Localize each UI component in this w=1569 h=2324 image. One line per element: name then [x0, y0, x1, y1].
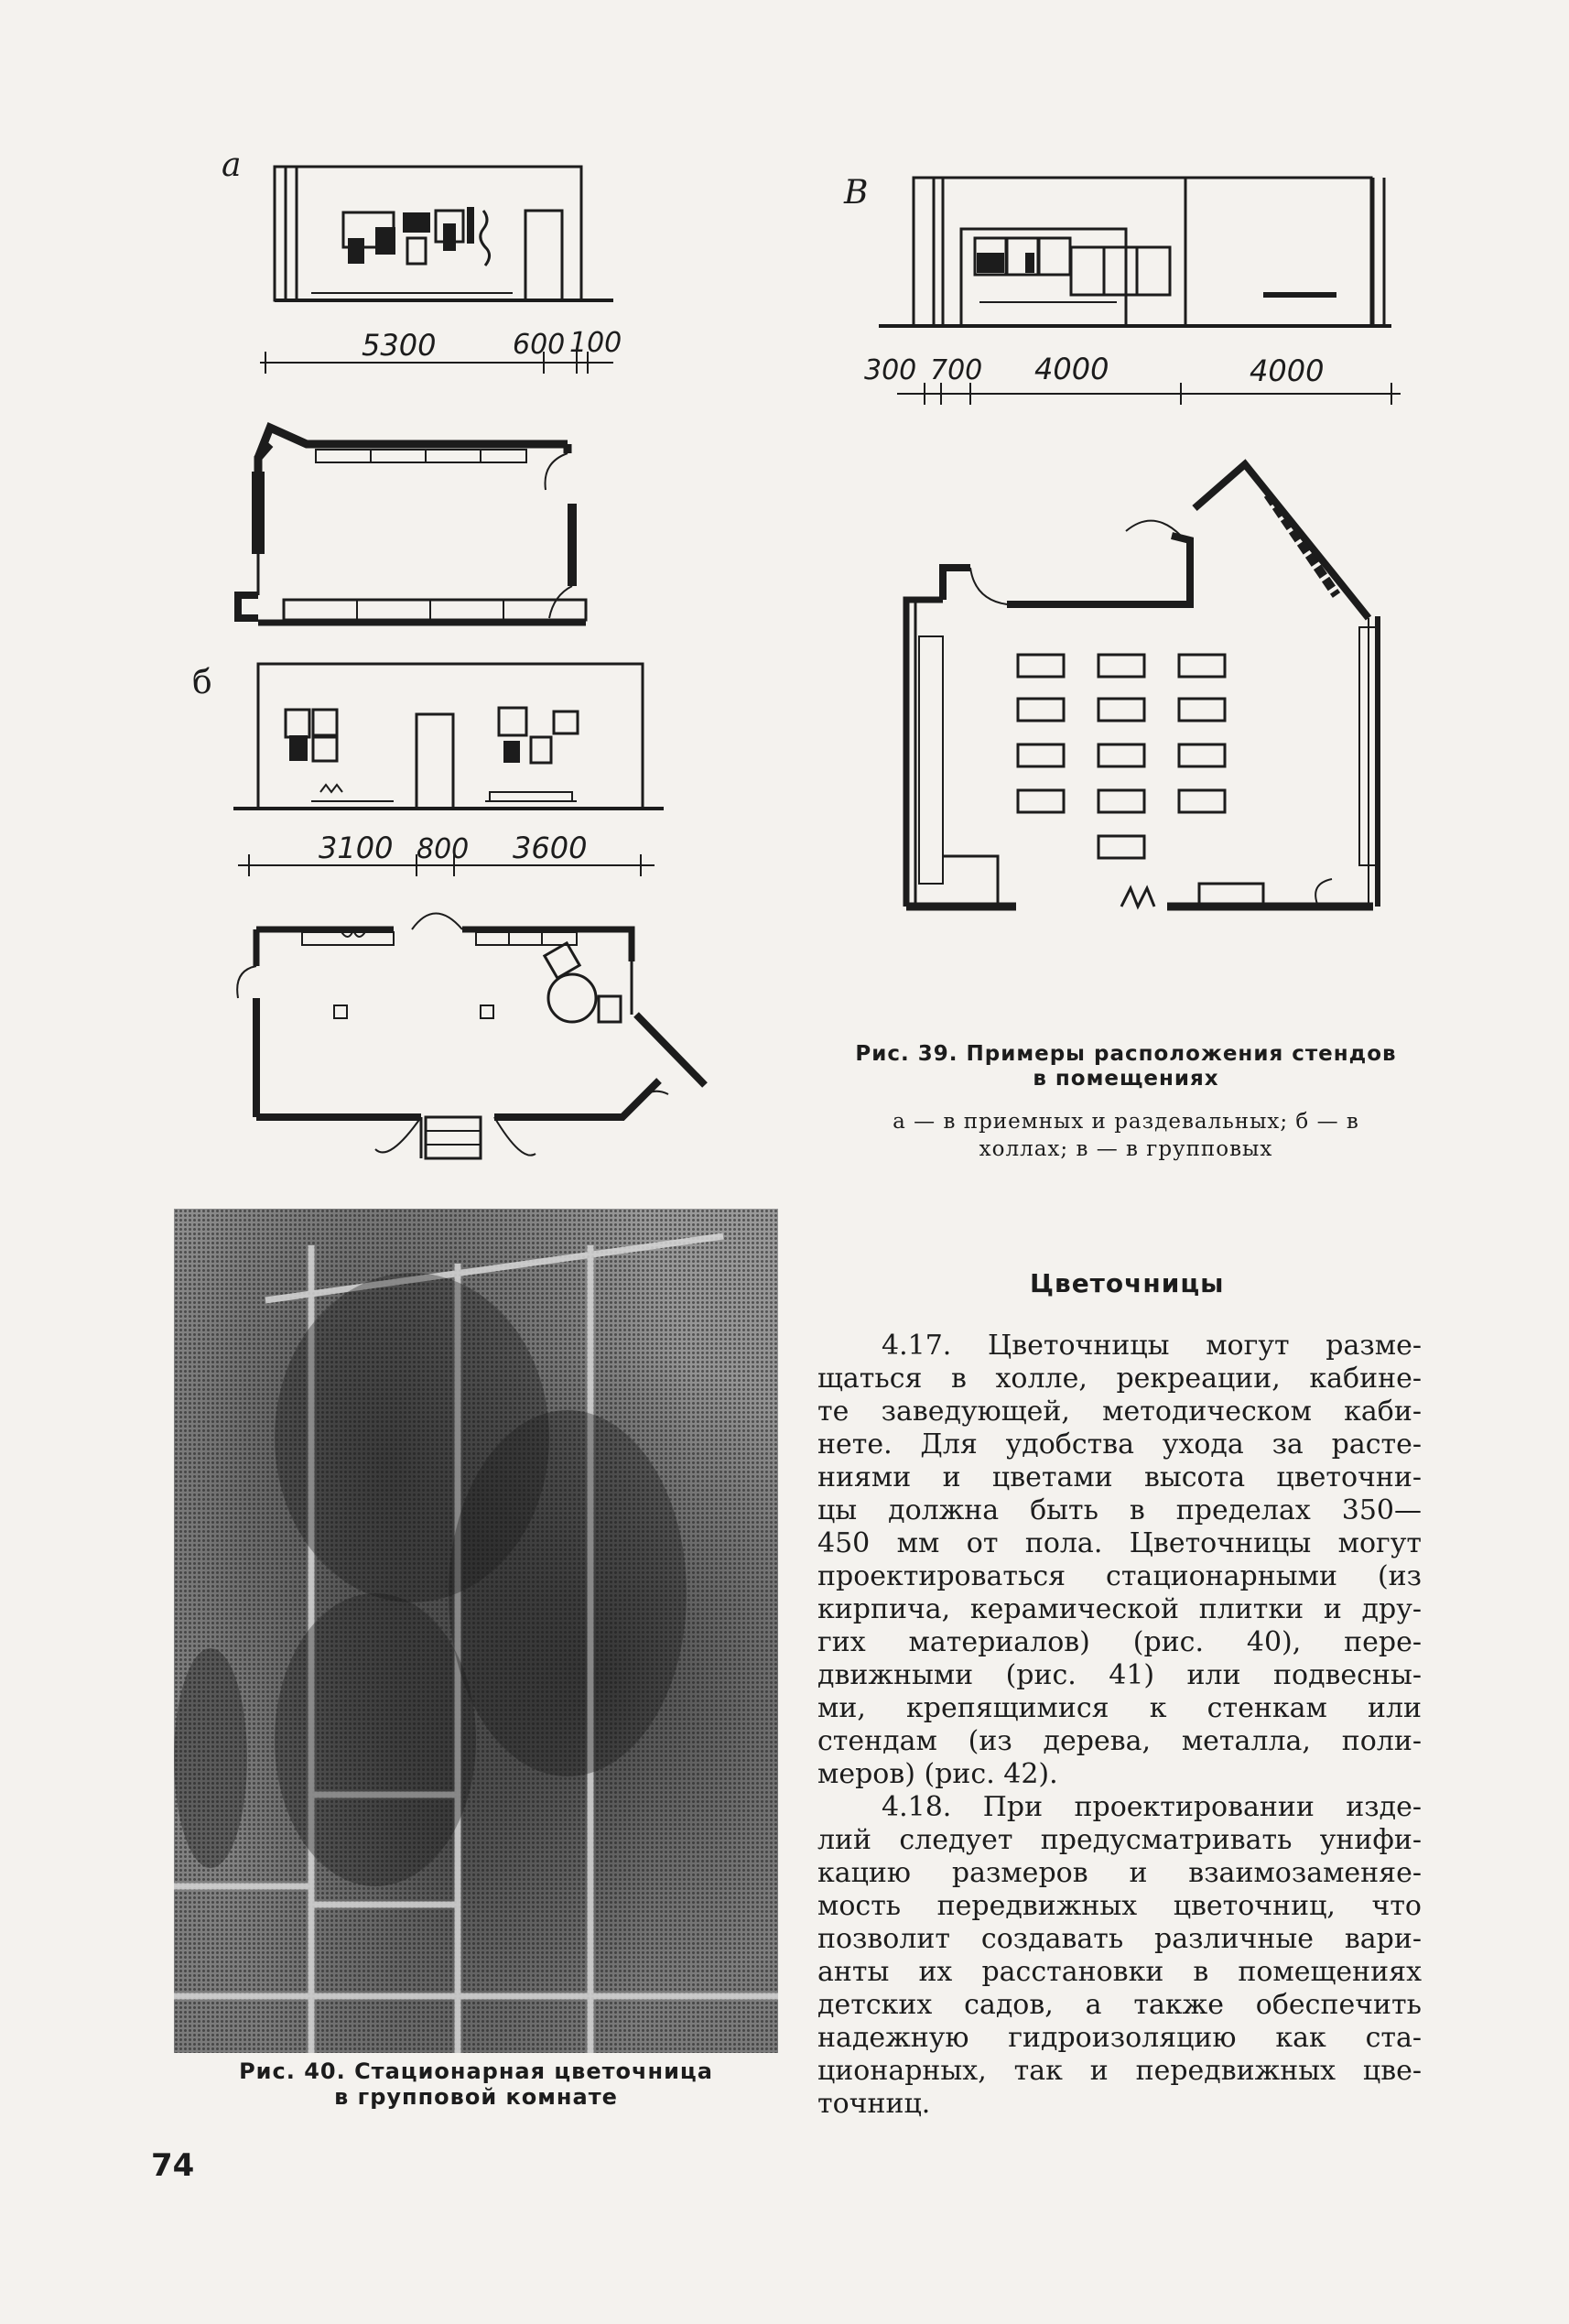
text-line: нете. Для удобства ухода за расте-	[817, 1428, 1422, 1461]
text-line: меров) (рис. 42).	[817, 1758, 1058, 1790]
text-line: 4.17. Цветочницы могут разме-	[882, 1330, 1422, 1362]
text-line: лий следует предусматривать унифи-	[817, 1824, 1422, 1856]
figure-39-caption	[806, 1042, 1446, 1091]
text-line: ниями и цветами высота цветочни-	[817, 1461, 1422, 1493]
text-line: мость передвижных цветочниц, что	[817, 1890, 1422, 1922]
figure-39v-plan	[879, 453, 1428, 929]
dimension-700: 700	[930, 354, 983, 386]
text-line: надежную гидроизоляцию как ста-	[817, 2022, 1422, 2054]
figure-39-legend-line2: холлах; в — в групповых	[979, 1137, 1273, 1161]
dimension-4000-right: 4000	[1250, 353, 1325, 388]
text-line: позволит создавать различные вари-	[817, 1923, 1422, 1955]
text-line: детских садов, а также обеспечить	[817, 1989, 1422, 2021]
text-line: 4.18. При проектировании изде-	[882, 1791, 1422, 1823]
text-line: 450 мм от пола. Цветочницы могут	[817, 1527, 1422, 1559]
figure-39a-elevation	[220, 147, 677, 385]
diagram-label-v: В	[844, 174, 869, 212]
diagram-label-b: б	[192, 664, 212, 701]
text-line: те заведующей, методическом каби-	[817, 1395, 1422, 1428]
flower-stand-photo	[174, 1209, 778, 2053]
dimension-600: 600	[513, 329, 566, 361]
figure-39b-elevation	[183, 655, 677, 893]
text-line: гих материалов) (рис. 40), пере-	[817, 1626, 1422, 1658]
figure-40-caption-line2: в групповой комнате	[334, 2084, 618, 2110]
text-line: стендам (из дерева, металла, поли-	[817, 1725, 1422, 1757]
diagram-label-a: а	[222, 147, 242, 184]
paragraph-4-17	[817, 1330, 1422, 1791]
text-line: цы должна быть в пределах 350—	[817, 1494, 1422, 1526]
dimension-3100: 3100	[319, 831, 394, 865]
figure-39v-elevation	[842, 165, 1410, 421]
text-line: щаться в холле, рекреации, кабине-	[817, 1363, 1422, 1395]
dimension-4000-left: 4000	[1034, 352, 1109, 386]
dimension-300: 300	[864, 354, 917, 386]
figure-39-legend	[806, 1108, 1446, 1163]
text-line: кирпича, керамической плитки и дру-	[817, 1593, 1422, 1625]
text-line: кацию размеров и взаимозаменяе-	[817, 1857, 1422, 1889]
text-line: анты их расстановки в помещениях	[817, 1956, 1422, 1988]
figure-40-caption	[174, 2058, 778, 2110]
text-line: точниц.	[817, 2088, 931, 2120]
dimension-100: 100	[569, 327, 622, 359]
dimension-5300: 5300	[362, 328, 437, 363]
page-number: 74	[151, 2147, 195, 2184]
figure-39a-plan	[220, 417, 604, 636]
text-line: ционарных, так и передвижных цве-	[817, 2055, 1422, 2087]
figure-40-caption-line1: Рис. 40. Стационарная цветочница	[239, 2058, 713, 2084]
figure-39b-plan	[220, 897, 714, 1200]
paragraph-4-18	[817, 1791, 1422, 2121]
figure-39-caption-line1: Рис. 39. Примеры расположения стендов	[855, 1042, 1397, 1066]
figure-39-legend-line1: а — в приемных и раздевальных; б — в	[893, 1110, 1359, 1134]
figure-39-caption-line2: в помещениях	[1033, 1067, 1219, 1091]
section-body	[817, 1330, 1422, 2121]
photo-frame-lines	[174, 1209, 778, 2053]
text-line: движными (рис. 41) или подвесны-	[817, 1659, 1422, 1691]
dimension-3600: 3600	[513, 831, 588, 865]
text-line: ми, крепящимися к стенкам или	[817, 1692, 1422, 1724]
text-line: проектироваться стационарными (из	[817, 1560, 1422, 1592]
section-heading: Цветочницы	[1030, 1268, 1225, 1298]
dimension-800: 800	[417, 833, 470, 865]
